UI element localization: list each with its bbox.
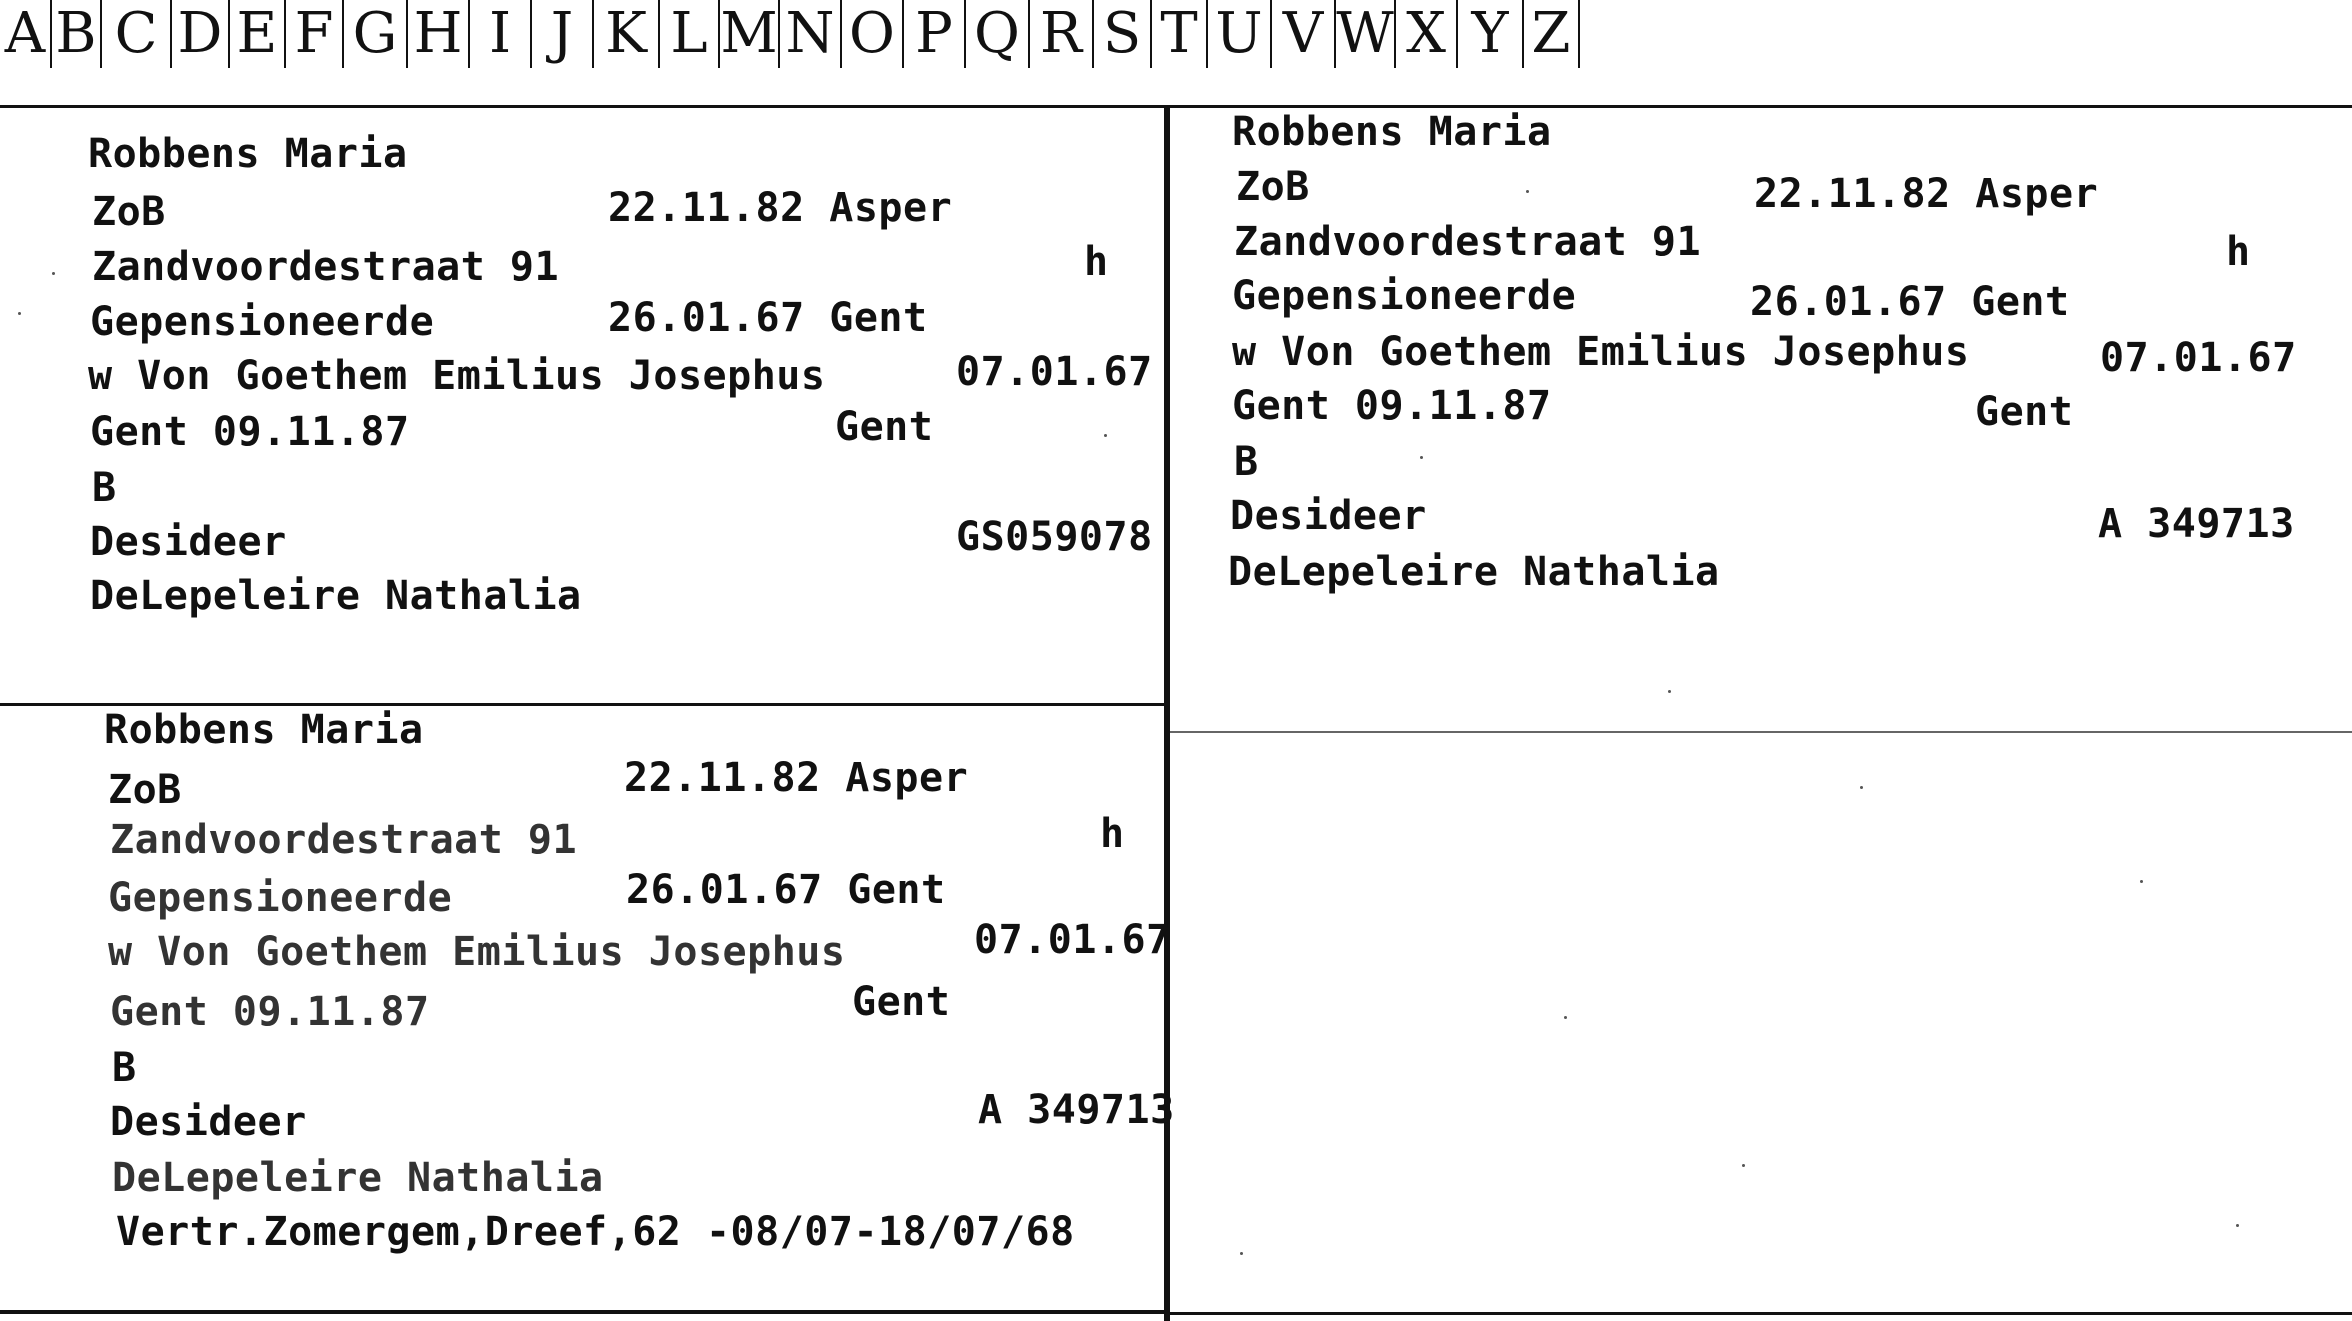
index-letter-w: W xyxy=(1336,0,1396,68)
scan-speck xyxy=(1240,1252,1243,1255)
card-prefix: ZoB xyxy=(92,189,166,235)
card-name: Robbens Maria xyxy=(104,707,424,753)
card-prefix: ZoB xyxy=(108,767,182,813)
index-letter-k: K xyxy=(594,0,660,68)
card-prefix: ZoB xyxy=(1236,164,1310,210)
card-code: B xyxy=(112,1045,137,1091)
index-letter-z: Z xyxy=(1524,0,1580,68)
index-letter-g: G xyxy=(344,0,408,68)
scan-speck xyxy=(1668,690,1671,693)
card-spouse-date: 07.01.67 xyxy=(974,917,1171,963)
card-extra-note: Vertr.Zomergem,Dreef,62 -08/07-18/07/68 xyxy=(116,1209,1075,1255)
record-card-top-right xyxy=(1170,108,2352,731)
scan-speck xyxy=(2140,880,2143,883)
card-spouse-date: 07.01.67 xyxy=(2100,335,2297,381)
card-occupation: Gepensioneerde xyxy=(108,875,453,921)
card-death: Gent 09.11.87 xyxy=(110,989,430,1035)
index-letter-j: J xyxy=(532,0,594,68)
index-letter-x: X xyxy=(1396,0,1458,68)
index-letter-v: V xyxy=(1272,0,1336,68)
scan-speck xyxy=(1420,456,1423,459)
card-birth: 22.11.82 Asper xyxy=(1754,171,2099,217)
index-letter-l: L xyxy=(660,0,720,68)
index-letter-a: A xyxy=(0,0,52,68)
scan-speck xyxy=(52,272,55,275)
scan-speck xyxy=(1526,190,1529,193)
scan-speck xyxy=(18,312,21,315)
card-father: Desideer xyxy=(90,519,287,565)
card-father: Desideer xyxy=(110,1099,307,1145)
card-mother: DeLepeleire Nathalia xyxy=(1228,549,1720,595)
index-letter-p: P xyxy=(904,0,966,68)
scan-speck xyxy=(1564,1016,1567,1019)
card-mark-h: h xyxy=(2226,229,2251,275)
card-mark-h: h xyxy=(1084,239,1109,285)
card-address: Zandvoordestraat 91 xyxy=(110,817,578,863)
record-card-bottom-left xyxy=(0,706,1175,1310)
index-letter-u: U xyxy=(1208,0,1272,68)
card-name: Robbens Maria xyxy=(88,131,408,177)
card-birth: 22.11.82 Asper xyxy=(608,185,953,231)
index-letter-d: D xyxy=(172,0,230,68)
alphabet-index-bar xyxy=(0,0,2352,108)
card-number: A 349713 xyxy=(2098,501,2295,547)
scan-speck xyxy=(1742,1164,1745,1167)
card-occupation: Gepensioneerde xyxy=(90,299,435,345)
card-number: A 349713 xyxy=(978,1087,1175,1133)
card-mark-h: h xyxy=(1100,811,1125,857)
card-name: Robbens Maria xyxy=(1232,109,1552,155)
card-death: Gent 09.11.87 xyxy=(90,409,410,455)
index-letter-i: I xyxy=(470,0,532,68)
card-address: Zandvoordestraat 91 xyxy=(92,244,560,290)
index-letter-h: H xyxy=(408,0,470,68)
index-letter-b: B xyxy=(52,0,102,68)
card-mother: DeLepeleire Nathalia xyxy=(90,573,582,619)
record-card-top-left xyxy=(0,108,1164,703)
card-address: Zandvoordestraat 91 xyxy=(1234,219,1702,265)
card-death-place: Gent xyxy=(835,404,934,450)
index-letter-c: C xyxy=(102,0,172,68)
card-spouse: w Von Goethem Emilius Josephus xyxy=(88,353,826,399)
card-date-place: 26.01.67 Gent xyxy=(626,867,946,913)
row-divider-right xyxy=(1170,731,2352,733)
index-letter-t: T xyxy=(1152,0,1208,68)
index-letter-s: S xyxy=(1094,0,1152,68)
index-letter-o: O xyxy=(842,0,904,68)
scan-speck xyxy=(1860,786,1863,789)
card-mother: DeLepeleire Nathalia xyxy=(112,1155,604,1201)
bottom-border-left xyxy=(0,1310,1164,1314)
scan-speck xyxy=(2236,1224,2239,1227)
card-death: Gent 09.11.87 xyxy=(1232,383,1552,429)
card-date-place: 26.01.67 Gent xyxy=(1750,279,2070,325)
card-number: GS059078 xyxy=(956,514,1153,560)
card-occupation: Gepensioneerde xyxy=(1232,273,1577,319)
card-code: B xyxy=(92,465,117,511)
card-father: Desideer xyxy=(1230,493,1427,539)
card-birth: 22.11.82 Asper xyxy=(624,755,969,801)
index-letter-n: N xyxy=(780,0,842,68)
card-death-place: Gent xyxy=(1975,389,2074,435)
index-letter-e: E xyxy=(230,0,286,68)
bottom-border-right xyxy=(1170,1312,2352,1315)
index-letter-y: Y xyxy=(1458,0,1524,68)
scan-speck xyxy=(1104,434,1107,437)
card-spouse-date: 07.01.67 xyxy=(956,349,1153,395)
card-spouse: w Von Goethem Emilius Josephus xyxy=(1232,329,1970,375)
index-letter-r: R xyxy=(1030,0,1094,68)
index-letter-q: Q xyxy=(966,0,1030,68)
card-spouse: w Von Goethem Emilius Josephus xyxy=(108,929,846,975)
card-date-place: 26.01.67 Gent xyxy=(608,295,928,341)
card-code: B xyxy=(1234,439,1259,485)
index-letter-m: M xyxy=(720,0,780,68)
index-letter-f: F xyxy=(286,0,344,68)
card-death-place: Gent xyxy=(852,979,951,1025)
